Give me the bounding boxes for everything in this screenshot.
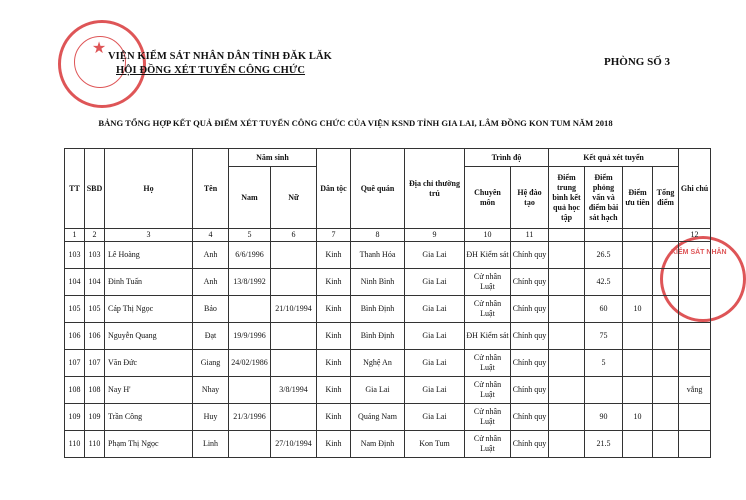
col-index: 12 [679, 229, 711, 242]
cell-sbd: 104 [85, 269, 105, 296]
cell-tb [549, 323, 585, 350]
cell-dantoc: Kinh [317, 323, 351, 350]
cell-cm: Cử nhân Luật [465, 377, 511, 404]
cell-que: Nghệ An [351, 350, 405, 377]
cell-ten: Huy [193, 404, 229, 431]
cell-que: Gia Lai [351, 377, 405, 404]
header-chuyenmon: Chuyên môn [465, 167, 511, 229]
cell-tb [549, 296, 585, 323]
cell-tong [653, 404, 679, 431]
header-diachi: Địa chỉ thường trú [405, 149, 465, 229]
cell-cm: Cử nhân Luật [465, 350, 511, 377]
header-nam: Nam [229, 167, 271, 229]
cell-hdt: Chính quy [511, 242, 549, 269]
cell-gc [679, 404, 711, 431]
cell-cm: Cử nhân Luật [465, 404, 511, 431]
cell-tt: 104 [65, 269, 85, 296]
cell-gc: vắng [679, 377, 711, 404]
cell-nam: 21/3/1996 [229, 404, 271, 431]
cell-tb [549, 377, 585, 404]
cell-ten: Nhay [193, 377, 229, 404]
cell-tb [549, 431, 585, 458]
cell-gc [679, 323, 711, 350]
cell-pv: 5 [585, 350, 623, 377]
col-index [585, 229, 623, 242]
cell-nu [271, 269, 317, 296]
header-tong: Tổng điểm [653, 167, 679, 229]
header-ho: Họ [105, 149, 193, 229]
col-index: 1 [65, 229, 85, 242]
council-name: HỘI ĐỒNG XÉT TUYỂN CÔNG CHỨC [116, 65, 306, 76]
col-index: 11 [511, 229, 549, 242]
cell-ut [623, 431, 653, 458]
col-index: 7 [317, 229, 351, 242]
header-ten: Tên [193, 149, 229, 229]
stamp2-text: KIỂM SÁT NHÂN [671, 249, 727, 256]
cell-nu [271, 350, 317, 377]
header-nu: Nữ [271, 167, 317, 229]
cell-ho: Nay H' [105, 377, 193, 404]
col-index: 2 [85, 229, 105, 242]
col-index: 6 [271, 229, 317, 242]
cell-cm: ĐH Kiểm sát [465, 242, 511, 269]
table-row [65, 377, 711, 404]
col-index: 4 [193, 229, 229, 242]
cell-diachi: Gia Lai [405, 350, 465, 377]
cell-tong [653, 269, 679, 296]
cell-diachi: Gia Lai [405, 296, 465, 323]
cell-tt: 105 [65, 296, 85, 323]
cell-sbd: 106 [85, 323, 105, 350]
cell-cm: ĐH Kiểm sát [465, 323, 511, 350]
cell-tt: 103 [65, 242, 85, 269]
cell-tong [653, 377, 679, 404]
cell-tt: 107 [65, 350, 85, 377]
cell-nam [229, 431, 271, 458]
cell-que: Ninh Bình [351, 269, 405, 296]
cell-que: Thanh Hóa [351, 242, 405, 269]
cell-ut [623, 377, 653, 404]
room-number: PHÒNG SỐ 3 [604, 56, 671, 68]
cell-ut [623, 350, 653, 377]
col-index: 3 [105, 229, 193, 242]
table-row [65, 296, 711, 323]
cell-nam: 13/8/1992 [229, 269, 271, 296]
cell-nam: 24/02/1986 [229, 350, 271, 377]
cell-ho: Đinh Tuấn [105, 269, 193, 296]
cell-hdt: Chính quy [511, 404, 549, 431]
cell-tong [653, 296, 679, 323]
cell-hdt: Chính quy [511, 350, 549, 377]
col-index: 8 [351, 229, 405, 242]
cell-nu [271, 404, 317, 431]
cell-sbd: 108 [85, 377, 105, 404]
cell-cm: Cử nhân Luật [465, 269, 511, 296]
col-index: 10 [465, 229, 511, 242]
header-hedaotao: Hệ đào tạo [511, 167, 549, 229]
cell-tt: 110 [65, 431, 85, 458]
cell-tong [653, 242, 679, 269]
cell-tb [549, 350, 585, 377]
cell-ho: Cáp Thị Ngọc [105, 296, 193, 323]
cell-nam [229, 296, 271, 323]
cell-ho: Phạm Thị Ngọc [105, 431, 193, 458]
cell-ut [623, 242, 653, 269]
cell-ten: Bảo [193, 296, 229, 323]
cell-ten: Anh [193, 242, 229, 269]
header-ketqua: Kết quả xét tuyển [549, 149, 679, 167]
cell-que: Nam Định [351, 431, 405, 458]
cell-dantoc: Kinh [317, 404, 351, 431]
cell-gc [679, 431, 711, 458]
header-tt: TT [65, 149, 85, 229]
table-row [65, 350, 711, 377]
cell-gc [679, 269, 711, 296]
col-index [549, 229, 585, 242]
header-dantoc: Dân tộc [317, 149, 351, 229]
col-index: 9 [405, 229, 465, 242]
header-namsinh: Năm sinh [229, 149, 317, 167]
cell-nu: 21/10/1994 [271, 296, 317, 323]
cell-tt: 108 [65, 377, 85, 404]
cell-hdt: Chính quy [511, 377, 549, 404]
cell-ut [623, 269, 653, 296]
cell-ut: 10 [623, 404, 653, 431]
cell-sbd: 110 [85, 431, 105, 458]
cell-gc [679, 296, 711, 323]
cell-hdt: Chính quy [511, 296, 549, 323]
cell-nam [229, 377, 271, 404]
cell-sbd: 109 [85, 404, 105, 431]
cell-dantoc: Kinh [317, 296, 351, 323]
cell-tt: 106 [65, 323, 85, 350]
cell-nu: 27/10/1994 [271, 431, 317, 458]
cell-que: Bình Định [351, 296, 405, 323]
col-index: 5 [229, 229, 271, 242]
header-ghichu: Ghi chú [679, 149, 711, 229]
cell-ten: Đạt [193, 323, 229, 350]
cell-ten: Anh [193, 269, 229, 296]
cell-cm: Cử nhân Luật [465, 431, 511, 458]
cell-que: Bình Định [351, 323, 405, 350]
cell-pv: 90 [585, 404, 623, 431]
cell-dantoc: Kinh [317, 269, 351, 296]
cell-tt: 109 [65, 404, 85, 431]
cell-ut [623, 323, 653, 350]
document-title: BẢNG TỔNG HỢP KẾT QUẢ ĐIỂM XÉT TUYỂN CÔNG CHỨC CỦA VIỆN KSND TỈNH GIA LAI, LÂM ĐỒNG KON TUM NĂM 2018 [98, 118, 613, 128]
cell-pv: 60 [585, 296, 623, 323]
cell-sbd: 105 [85, 296, 105, 323]
cell-dantoc: Kinh [317, 377, 351, 404]
org-name: VIỆN KIỂM SÁT NHÂN DÂN TỈNH ĐĂK LĂK [108, 51, 332, 62]
cell-nu [271, 242, 317, 269]
cell-nu [271, 323, 317, 350]
cell-diachi: Gia Lai [405, 377, 465, 404]
cell-ho: Trần Công [105, 404, 193, 431]
col-index [623, 229, 653, 242]
header-uutien: Điểm ưu tiên [623, 167, 653, 229]
cell-diachi: Kon Tum [405, 431, 465, 458]
cell-tb [549, 269, 585, 296]
header-diemtb: Điểm trung bình kết quả học tập [549, 167, 585, 229]
table-row [65, 242, 711, 269]
cell-ten: Linh [193, 431, 229, 458]
cell-hdt: Chính quy [511, 269, 549, 296]
cell-dantoc: Kinh [317, 431, 351, 458]
table-row [65, 269, 711, 296]
table-row [65, 404, 711, 431]
stamp-emblem-icon: ★ [91, 40, 107, 57]
cell-diachi: Gia Lai [405, 269, 465, 296]
cell-ho: Nguyễn Quang [105, 323, 193, 350]
cell-gc [679, 350, 711, 377]
cell-dantoc: Kinh [317, 350, 351, 377]
cell-sbd: 107 [85, 350, 105, 377]
cell-ut: 10 [623, 296, 653, 323]
header-quequan: Quê quán [351, 149, 405, 229]
table-row [65, 323, 711, 350]
cell-sbd: 103 [85, 242, 105, 269]
cell-tong [653, 350, 679, 377]
cell-dantoc: Kinh [317, 242, 351, 269]
cell-ten: Giang [193, 350, 229, 377]
cell-gc [679, 242, 711, 269]
results-table [64, 148, 711, 458]
cell-diachi: Gia Lai [405, 323, 465, 350]
cell-tong [653, 323, 679, 350]
organization-header [108, 50, 332, 78]
cell-tb [549, 242, 585, 269]
table-row [65, 431, 711, 458]
cell-cm: Cử nhân Luật [465, 296, 511, 323]
cell-pv: 75 [585, 323, 623, 350]
header-sbd: SBD [85, 149, 105, 229]
cell-ho: Lê Hoàng [105, 242, 193, 269]
col-index [653, 229, 679, 242]
cell-pv: 42.5 [585, 269, 623, 296]
cell-diachi: Gia Lai [405, 404, 465, 431]
cell-hdt: Chính quy [511, 431, 549, 458]
cell-nam: 6/6/1996 [229, 242, 271, 269]
column-index-row [65, 229, 711, 242]
header-trinhdo: Trình độ [465, 149, 549, 167]
header-diempv: Điểm phỏng vấn và điểm bài sát hạch [585, 167, 623, 229]
cell-pv [585, 377, 623, 404]
cell-ho: Văn Đức [105, 350, 193, 377]
cell-nu: 3/8/1994 [271, 377, 317, 404]
cell-pv: 26.5 [585, 242, 623, 269]
cell-tong [653, 431, 679, 458]
cell-nam: 19/9/1996 [229, 323, 271, 350]
cell-hdt: Chính quy [511, 323, 549, 350]
cell-diachi: Gia Lai [405, 242, 465, 269]
cell-que: Quảng Nam [351, 404, 405, 431]
cell-tb [549, 404, 585, 431]
cell-pv: 21.5 [585, 431, 623, 458]
